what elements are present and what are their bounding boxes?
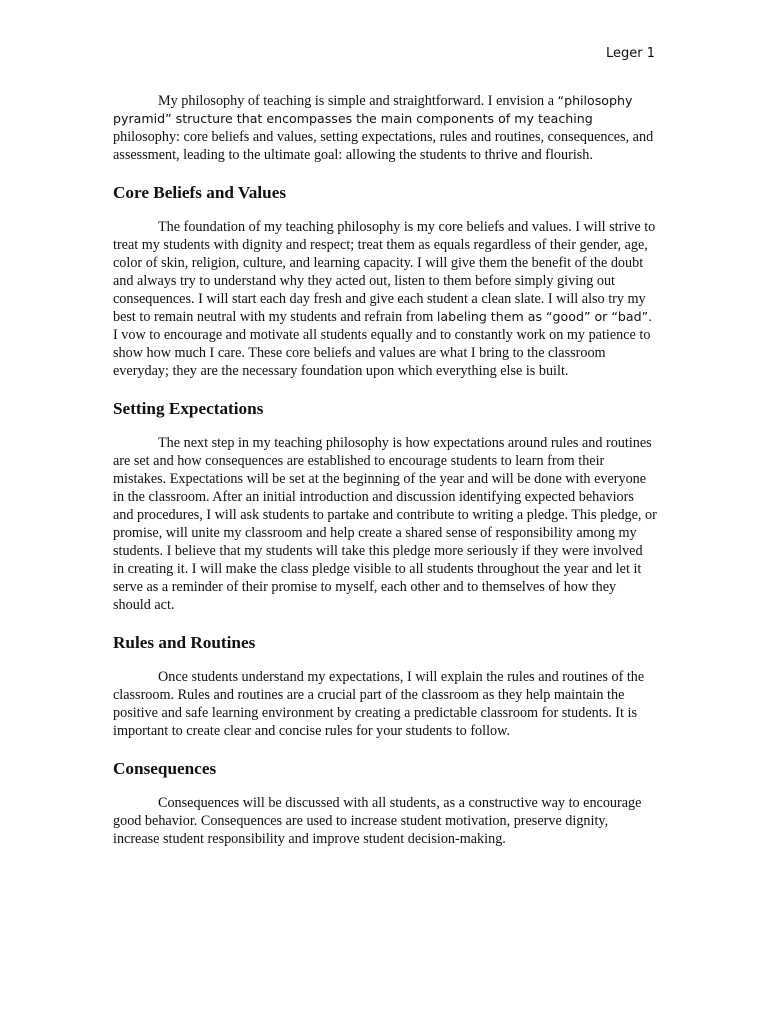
running-head: Leger 1 [605,46,655,61]
intro-text-2: “philosophy pyramid” structure that encompasses the main components of my teaching [113,93,633,126]
document-body [113,92,657,848]
setting-expectations-paragraph: The next step in my teaching philosophy is how expectations around rules and routines are set and how consequences are established to encourage students to learn from their mistakes. Expectations will be set at the beginning of the year and will be done with everyone in the classroom. After an initial introduction and discussion identifying expected behaviors and procedures, I will ask students to partake and contribute to writing a pledge. This pledge, or promise, will unite my classroom and help create a shared sense of responsibility among my students. I believe that my students will take this pledge more seriously if they were involved in creating it. I will make the class pledge visible to all students throughout the year and let it serve as a reminder of their promise to myself, each other and to themselves of how they should act. [113,435,657,613]
intro-text-1: My philosophy of teaching is simple and straightforward. I envision a [158,93,558,109]
rules-routines-paragraph: Once students understand my expectations, I will explain the rules and routines of the classroom. Rules and routines are a crucial part of the classroom as they help maintain the positive and safe learning environment by creating a predictable classroom for students. It is important to create clear and concise rules for your students to follow. [113,669,645,739]
intro-text-3: philosophy: core beliefs and values, setting expectations, rules and routines, consequences, and assessment, leading to the ultimate goal: allowing the students to thrive and flourish. [113,129,654,163]
section-heading-setting-expectations: Setting Expectations [113,399,264,418]
core-beliefs-text-1: The foundation of my teaching philosophy is my core beliefs and values. I will strive to treat my students with dignity and respect; treat them as equals regardless of their gender, age, color of skin, religion, culture, and learning capacity. I will give them the benefit of the doubt and always try to understand why they acted out, listen to them before simply giving out consequences. I will start each day fresh and give each student a clean slate. I will also try my best to remain neutral with my students and refrain from [113,219,656,325]
core-beliefs-paragraph [113,218,657,380]
section-heading-core-beliefs: Core Beliefs and Values [113,183,287,202]
section-heading-rules-routines: Rules and Routines [113,633,256,652]
consequences-paragraph: Consequences will be discussed with all students, as a constructive way to encourage good behavior. Consequences are used to increase student motivation, preserve dignity, increase student responsibility and improve student decision-making. [113,795,642,847]
core-beliefs-text-2: labeling them as “good” or “bad”. [436,309,653,324]
section-heading-consequences: Consequences [113,759,217,778]
intro-paragraph [113,92,657,164]
core-beliefs-text-3: I vow to encourage and motivate all students equally and to constantly work on my patience to show how much I care. These core beliefs and values are what I bring to the classroom everyday; they are the necessary foundation upon which everything else is built. [113,327,651,379]
